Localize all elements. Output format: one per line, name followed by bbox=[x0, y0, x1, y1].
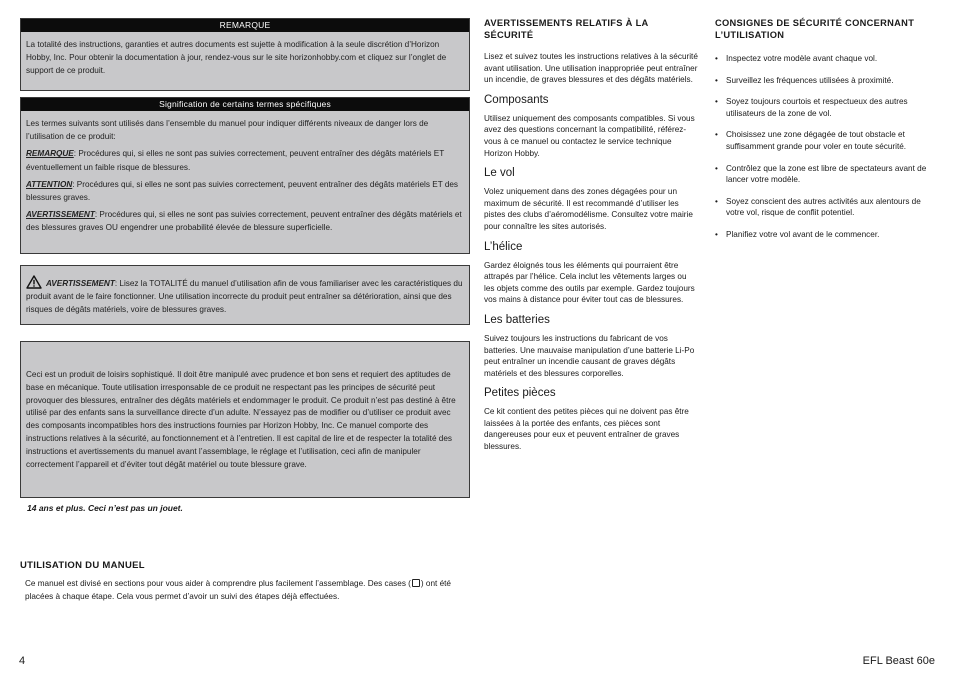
warning-body: : Lisez la TOTALITÉ du manuel d’utilisation afin de vous familiariser avec les caractéristiques du produit avant de le faire fonctionner. Une utilisation incorrecte du produit peut entraîner sa détérioration, ainsi que des risques de dégâts matériels, voire de blessures graves. bbox=[26, 279, 463, 315]
term-item-attention bbox=[26, 178, 464, 204]
age-notice: 14 ans et plus. Ceci n’est pas un jouet. bbox=[27, 503, 183, 513]
terms-box bbox=[20, 97, 470, 254]
section-text-batteries: Suivez toujours les instructions du fabricant de vos batteries. Une mauvaise manipulation d’une batterie Li-Po peut entraîner un incendie causant de graves dégâts matériels et des blessures corporelles. bbox=[484, 333, 695, 378]
manual-text-after: ) ont été placées à chaque étape. Cela vous permet d’avoir un suivi des étapes déjà effectuées. bbox=[25, 579, 451, 602]
manual-section-heading: UTILISATION DU MANUEL bbox=[20, 560, 145, 571]
section-title-batteries: Les batteries bbox=[484, 313, 550, 326]
section-title-composants: Composants bbox=[484, 93, 549, 106]
section-title-petites-pieces: Petites pièces bbox=[484, 387, 556, 400]
section-title-helice: L’hélice bbox=[484, 240, 523, 253]
safety-rules-heading: CONSIGNES DE SÉCURITÉ CONCERNANT L’UTILISATION bbox=[715, 18, 915, 40]
page-number: 4 bbox=[19, 655, 26, 667]
term-label: ATTENTION bbox=[26, 179, 73, 189]
terms-box-header: Signification de certains termes spécifiques bbox=[21, 98, 469, 111]
bullet-icon: • bbox=[715, 54, 718, 63]
bullet-icon: • bbox=[715, 75, 718, 85]
list-item: • Choisissez une zone dégagée de tout obstacle et suffisamment grande pour voler en toute sécurité. bbox=[715, 130, 907, 151]
safety-rules-column bbox=[715, 18, 940, 251]
notice-box bbox=[20, 18, 470, 91]
section-text-vol: Volez uniquement dans des zones dégagées pour un maximum de sécurité. Il est recommandé d’utiliser les pistes des clubs d’aéromodélisme. Consultez votre mairie pour connaître les sites autorisés. bbox=[484, 187, 693, 231]
terms-intro: Les termes suivants sont utilisés dans l’ensemble du manuel pour indiquer différents niveaux de danger lors de l’utilisation de ce produit: bbox=[26, 119, 429, 142]
safety-box bbox=[20, 341, 470, 498]
list-item: • Soyez toujours courtois et respectueux des autres utilisateurs de la zone de vol. bbox=[715, 97, 908, 118]
bullet-icon: • bbox=[715, 196, 718, 206]
term-definition: : Procédures qui, si elles ne sont pas suivies correctement, peuvent entraîner des dégâts matériels ET éventuellement un faible risque de blessures. bbox=[26, 149, 445, 172]
list-item: • Soyez conscient des autres activités aux alentours de votre vol, risque de conflit potentiel. bbox=[715, 196, 921, 218]
section-text-helice: Gardez éloignés tous les éléments qui pourraient être attrapés par l’hélice. Cela inclut les vêtements larges ou les objets comme des outils par exemple. Gardez toujours vos mains à distance pour éviter tout cas de blessures. bbox=[484, 260, 695, 305]
safety-box-text: Ceci est un produit de loisirs sophistiqué. Il doit être manipulé avec prudence et bon sens et requiert des aptitudes de base en mécanique. Toute utilisation irresponsable de ce produit ne respectant pas les principes de sécurité peut provoquer des blessures, entraîner des dégâts matériels et endommager le produit. Ce produit n’est pas destiné à être utilisé par des enfants sans la surveillance directe d’un adulte. N’essayez pas de modifier ou d’utiliser ce produit avec des composants incompatibles hors des instructions fournies par Horizon Hobby, Inc. Ce manuel comporte des instructions relatives à la sécurité, au fonctionnement et à l’entretien. Il est capital de lire et de respecter la totalité des instructions et avertissements du manuel avant l’assemblage, le réglage et l’utilisation, ceci afin de manipuler correctement l’appareil et d’éviter tout dégât matériel ou toute blessure grave. bbox=[26, 370, 456, 469]
section-text-composants: Utilisez uniquement des composants compatibles. Si vous avez des questions concernant la compatibilité, référez-vous à ce manuel ou contactez le service technique Horizon Hobby. bbox=[484, 113, 695, 158]
term-definition: : Procédures qui, si elles ne sont pas suivies correctement, peuvent entraîner des dégâts matériels et des blessures graves OU engendrer une probabilité élevée de blessure superficielle. bbox=[26, 210, 462, 233]
section-title-vol: Le vol bbox=[484, 167, 515, 180]
bullet-icon: • bbox=[715, 163, 718, 173]
safety-warnings-column bbox=[484, 18, 698, 453]
notice-box-header: REMARQUE bbox=[21, 19, 469, 32]
list-item: • Surveillez les fréquences utilisées à proximité. bbox=[715, 75, 894, 85]
list-item: • Inspectez votre modèle avant chaque vol. bbox=[715, 54, 878, 63]
safety-warnings-intro: Lisez et suivez toutes les instructions relatives à la sécurité avant utilisation. Une utilisation inappropriée peut entraîner un incendie, de graves blessures et des dégâts matériels. bbox=[484, 52, 698, 85]
term-definition: : Procédures qui, si elles ne sont pas suivies correctement, peuvent entraîner des dégâts matériels ET des blessures graves. bbox=[26, 179, 459, 203]
bullet-icon: • bbox=[715, 130, 718, 140]
safety-rules-list bbox=[715, 53, 940, 241]
term-label: REMARQUE bbox=[26, 149, 74, 159]
safety-warnings-heading: AVERTISSEMENTS RELATIFS À LA SÉCURITÉ bbox=[484, 18, 649, 40]
term-label: AVERTISSEMENT bbox=[26, 210, 95, 220]
notice-box-text: La totalité des instructions, garanties et autres documents est sujette à modification à la seule discrétion d’Horizon Hobby, Inc. Pour obtenir la documentation à jour, rendez-vous sur le site horizonhobby.com et cliquez sur l’onglet de support de ce produit. bbox=[26, 40, 447, 76]
term-item-avertissement bbox=[26, 208, 464, 234]
bullet-icon: • bbox=[715, 229, 718, 239]
manual-text-before: Ce manuel est divisé en sections pour vous aider à comprendre plus facilement l’assemblage. Des cases ( bbox=[25, 579, 411, 588]
checkbox-icon bbox=[412, 579, 420, 587]
manual-section-text bbox=[25, 577, 465, 604]
warning-triangle-icon bbox=[26, 275, 42, 289]
term-item-remarque bbox=[26, 147, 464, 173]
warning-term: AVERTISSEMENT bbox=[46, 279, 115, 288]
section-text-petites-pieces: Ce kit contient des petites pièces qui ne doivent pas être laissées à la portée des enfants, ces pièces sont dangereuses pour eux et peuvent entraîner de graves blessures. bbox=[484, 407, 689, 452]
list-item: • Contrôlez que la zone est libre de spectateurs avant de lancer votre modèle. bbox=[715, 163, 927, 185]
warning-text bbox=[26, 275, 464, 317]
warning-box bbox=[20, 265, 470, 325]
list-item: • Planifiez votre vol avant de le commencer. bbox=[715, 229, 880, 239]
bullet-icon: • bbox=[715, 97, 718, 107]
document-title: EFL Beast 60e bbox=[862, 655, 935, 667]
